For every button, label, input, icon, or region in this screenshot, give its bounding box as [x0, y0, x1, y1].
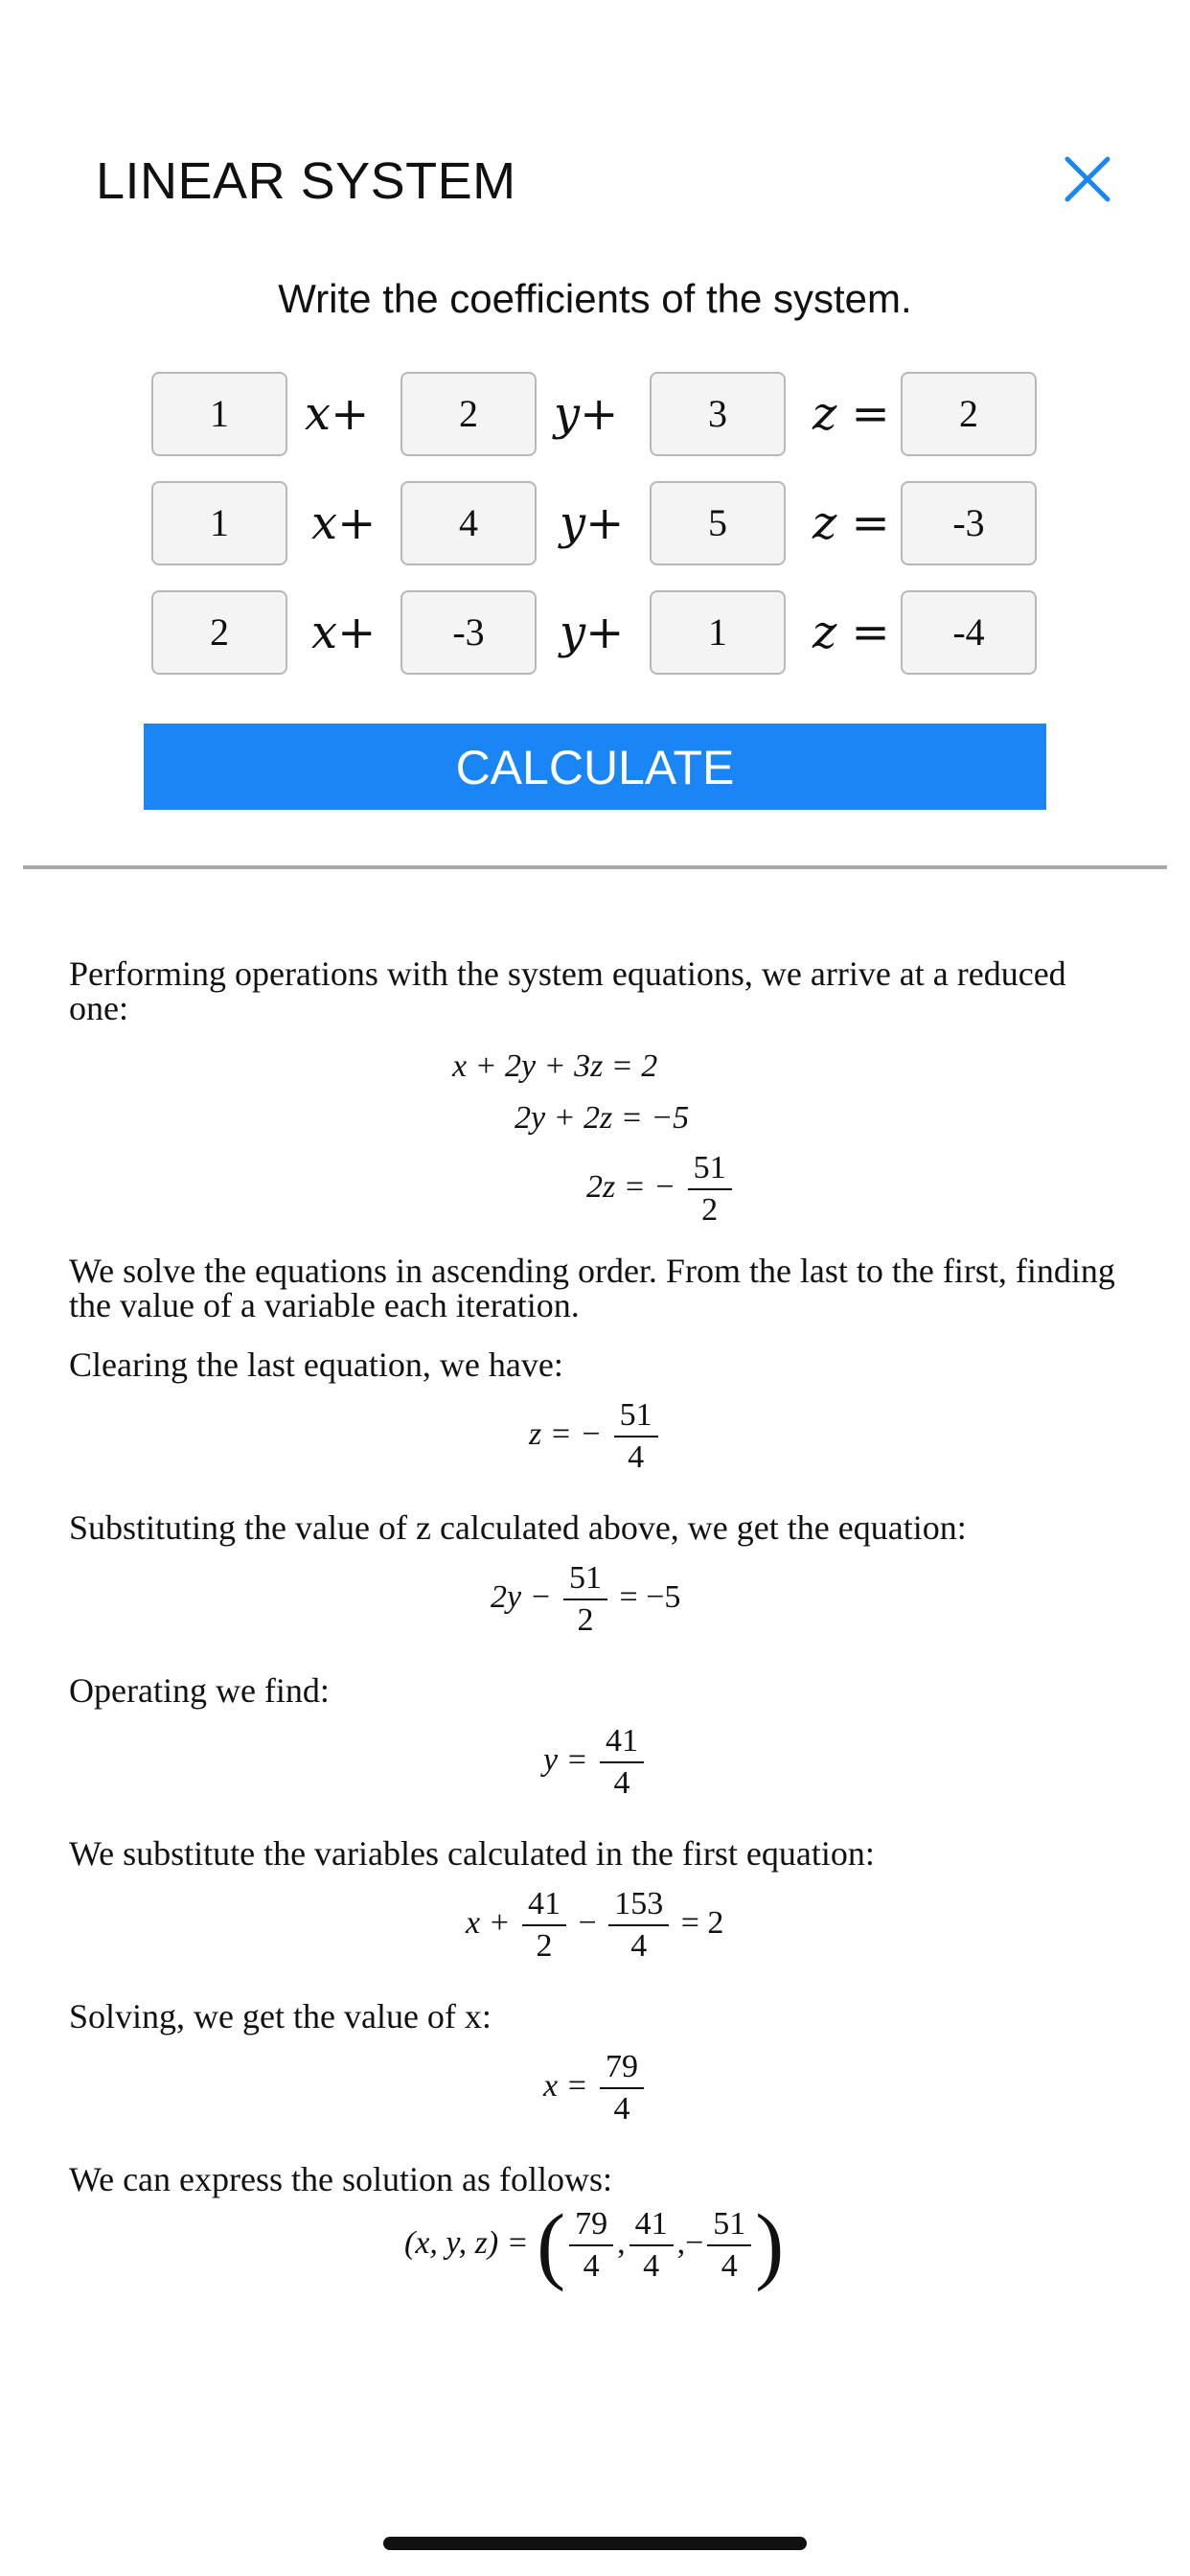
- fraction-num: 41: [522, 1884, 566, 1926]
- fraction: [608, 1884, 669, 1966]
- fraction: [563, 1558, 607, 1641]
- equation-row-3: [0, 590, 1190, 677]
- z-equation-lhs: z = −: [529, 1415, 603, 1452]
- fraction-num: 51: [688, 1148, 732, 1190]
- reduced-eq-1: x + 2y + 3z = 2: [452, 1048, 658, 1084]
- y-step-equation: [491, 1558, 1065, 1641]
- x-step-lhs: x +: [466, 1904, 511, 1941]
- z-label: z =: [812, 387, 890, 441]
- header: [0, 134, 1190, 230]
- x-step-minus: −: [578, 1904, 597, 1941]
- fraction-den: 2: [536, 1928, 553, 1964]
- fraction-den: 4: [613, 2091, 630, 2127]
- equation-row-1: [0, 372, 1190, 458]
- reduced-eq-3: [586, 1148, 1161, 1230]
- calculate-button[interactable]: CALCULATE: [144, 724, 1046, 810]
- x-label: x+: [311, 606, 377, 659]
- reduced-eq-3-lhs: 2z = −: [586, 1168, 676, 1205]
- fraction-num: 51: [707, 2204, 751, 2246]
- equation-row-2: [0, 481, 1190, 567]
- x-step-equation: [466, 1884, 1136, 1966]
- divider: [23, 865, 1167, 869]
- instruction-text: Write the coefficients of the system.: [278, 276, 912, 321]
- coef-x-input[interactable]: 1: [151, 372, 287, 456]
- fraction-num: 51: [563, 1558, 607, 1600]
- z-label: z =: [812, 496, 890, 550]
- operating-text: Operating we find:: [69, 1671, 330, 1710]
- fraction: [707, 2204, 751, 2287]
- constant-input[interactable]: -3: [901, 481, 1037, 565]
- coef-x-input[interactable]: 1: [151, 481, 287, 565]
- subst-all-text: We substitute the variables calculated in the first equation:: [69, 1834, 875, 1873]
- close-button[interactable]: [1054, 146, 1121, 213]
- x-equation-lhs: x =: [543, 2067, 588, 2104]
- fraction-num: 79: [569, 2204, 613, 2246]
- fraction-den: 4: [628, 1439, 645, 1475]
- fraction-num: 41: [629, 2204, 674, 2246]
- order-text: We solve the equations in ascending order. From the last to the first, finding the value of a variable each iteration.: [69, 1252, 1115, 1324]
- coef-z-input[interactable]: 3: [650, 372, 786, 456]
- fraction: [614, 1395, 658, 1478]
- y-step-rhs: = −5: [619, 1578, 681, 1615]
- home-indicator[interactable]: [383, 2537, 807, 2550]
- left-paren: (: [537, 2197, 566, 2292]
- coef-y-input[interactable]: -3: [400, 590, 537, 675]
- x-step-rhs: = 2: [680, 1904, 724, 1941]
- fraction-den: 2: [577, 1602, 594, 1638]
- constant-input[interactable]: -4: [901, 590, 1037, 675]
- y-equation: [543, 1721, 1118, 1804]
- y-equation-lhs: y =: [543, 1741, 588, 1778]
- y-label: y+: [554, 387, 619, 441]
- z-label: z =: [812, 606, 890, 659]
- intro-text: Performing operations with the system equations, we arrive at a reduced one:: [69, 954, 1066, 1027]
- y-label: y+: [560, 496, 625, 550]
- subst-z-text: Substituting the value of z calculated above, we get the equation:: [69, 1508, 967, 1547]
- fraction: [522, 1884, 566, 1966]
- reduced-eq-2: 2y + 2z = −5: [515, 1100, 690, 1136]
- y-step-lhs: 2y −: [491, 1578, 552, 1615]
- fraction-den: 4: [630, 1928, 648, 1964]
- x-equation: [543, 2047, 1118, 2129]
- fraction-den: 2: [701, 1192, 719, 1228]
- fraction: [600, 2047, 644, 2129]
- coef-z-input[interactable]: 1: [650, 590, 786, 675]
- page-title: LINEAR SYSTEM: [96, 152, 516, 210]
- coef-y-input[interactable]: 2: [400, 372, 537, 456]
- fraction-den: 4: [583, 2248, 600, 2284]
- solving-text: Solving, we get the value of x:: [69, 1997, 492, 2036]
- fraction-den: 4: [613, 1765, 630, 1801]
- final-minus: −: [685, 2224, 704, 2261]
- fraction: [629, 2204, 674, 2287]
- express-text: We can express the solution as follows:: [69, 2160, 612, 2198]
- final-lhs: (x, y, z) =: [404, 2224, 529, 2261]
- x-label: x+: [311, 496, 377, 550]
- y-label: y+: [560, 606, 625, 659]
- close-icon: [1054, 146, 1121, 213]
- final-solution: (x, y, z) = ( $\frac{79}{4}$ , $\frac{41}{4}$ ,− $\frac{51}{4}$ ): [404, 2197, 785, 2292]
- fraction: [569, 2204, 613, 2287]
- z-equation: [529, 1395, 1104, 1478]
- fraction-den: 4: [721, 2248, 738, 2284]
- coef-y-input[interactable]: 4: [400, 481, 537, 565]
- fraction-den: 4: [643, 2248, 660, 2284]
- fraction-num: 79: [600, 2047, 644, 2089]
- clearing-text: Clearing the last equation, we have:: [69, 1346, 563, 1384]
- x-label: x+: [305, 387, 370, 441]
- constant-input[interactable]: 2: [901, 372, 1037, 456]
- fraction-num: 41: [600, 1721, 644, 1763]
- fraction: [600, 1721, 644, 1804]
- right-paren: ): [755, 2197, 785, 2292]
- fraction-num: 153: [608, 1884, 669, 1926]
- fraction: [688, 1148, 732, 1230]
- coef-x-input[interactable]: 2: [151, 590, 287, 675]
- coef-z-input[interactable]: 5: [650, 481, 786, 565]
- fraction-num: 51: [614, 1395, 658, 1438]
